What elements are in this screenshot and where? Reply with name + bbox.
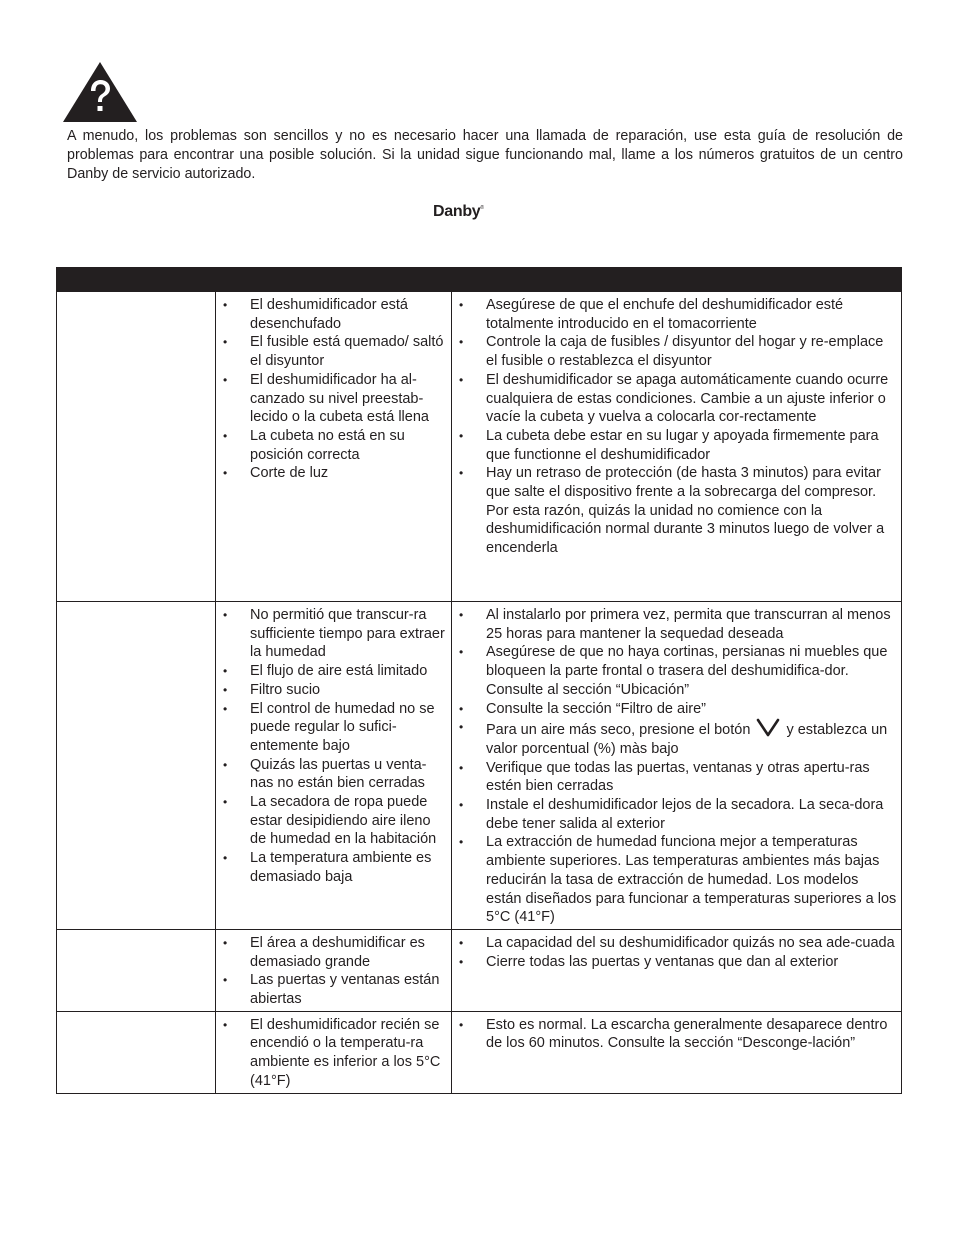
solutions-cell (452, 1011, 902, 1093)
solutions-cell (452, 929, 902, 1011)
solution-item: • Hay un retraso de protección (de hasta 3 minutos) para evitar que salte el dispositivo frente a la sobrecarga del compresor. Por esta razón, quizás la unidad no comience con la deshumidificación normal durante 3 minutos luego de volver a encenderla (452, 464, 901, 558)
causes-cell (216, 292, 452, 602)
solutions-cell (452, 602, 902, 930)
table-row (57, 1011, 902, 1093)
solution-item: • Esto es normal. La escarcha generalmente desaparece dentro de los 60 minutos. Consulte la sección “Desconge-lación” (452, 1016, 901, 1053)
cause-item: • La secadora de ropa puede estar desipidiendo aire ileno de humedad en la habitación (216, 793, 451, 849)
header-cell-cause (216, 268, 452, 292)
cause-item: • Quizás las puertas u venta-nas no están bien cerradas (216, 756, 451, 793)
header-cell-solution (452, 268, 902, 292)
cause-item: • Corte de luz (216, 464, 451, 483)
cause-item: • El flujo de aire está limitado (216, 662, 451, 681)
cause-item: • Las puertas y ventanas están abiertas (216, 971, 451, 1008)
causes-cell (216, 929, 452, 1011)
troubleshooting-table (56, 267, 901, 1094)
solution-item: • Consulte la sección “Filtro de aire” (452, 700, 901, 719)
solution-item: • La extracción de humedad funciona mejor a temperaturas ambiente superiores. Las temperaturas ambientes más bajas reducirán la tasa de extracción de humedad. Los modelos están diseñados para funcionar a temperaturas superiores a los 5°C (41°F) (452, 833, 901, 927)
cause-item: • El fusible está quemado/ saltó el disyuntor (216, 333, 451, 370)
question-triangle-icon (62, 61, 138, 123)
table-row (57, 602, 902, 930)
problem-cell (57, 1011, 216, 1093)
solution-item: • Asegúrese de que el enchufe del deshumidificador esté totalmente introducido en el tomacorriente (452, 296, 901, 333)
solution-item: • El deshumidificador se apaga automáticamente cuando ocurre cualquiera de estas condiciones. Cambie a un ajuste inferior o vacíe la cubeta y vuelva a colocarla cor-rectamente (452, 371, 901, 427)
causes-cell (216, 602, 452, 930)
solution-item-button (452, 718, 901, 758)
problem-cell (57, 602, 216, 930)
solution-item: • Al instalarlo por primera vez, permita que transcurran al menos 25 horas para mantener la sequedad deseada (452, 606, 901, 643)
table-row (57, 292, 902, 602)
danby-logo (433, 203, 484, 221)
cause-item: • La cubeta no está en su posición correcta (216, 427, 451, 464)
cause-item: • El área a deshumidificar es demasiado grande (216, 934, 451, 971)
solution-item: • Instale el deshumidificador lejos de la secadora. La seca-dora debe tener salida al exterior (452, 796, 901, 833)
solution-item: • La capacidad del su deshumidificador quizás no sea ade-cuada (452, 934, 901, 953)
table-header-row (57, 268, 902, 292)
cause-item: • El deshumidificador está desenchufado (216, 296, 451, 333)
problem-cell (57, 292, 216, 602)
header-cell-problem (57, 268, 216, 292)
chevron-down-icon (756, 718, 780, 738)
cause-item: • El control de humedad no se puede regular lo sufici-entemente bajo (216, 700, 451, 756)
cause-item: • El deshumidificador ha al-canzado su nivel preestab-lecido o la cubeta está llena (216, 371, 451, 427)
problem-cell (57, 929, 216, 1011)
solution-item: • Controle la caja de fusibles / disyuntor del hogar y re-emplace el fusible o restablezca el disyuntor (452, 333, 901, 370)
intro-paragraph: A menudo, los problemas son sencillos y no es necesario hacer una llamada de reparación, use esta guía de resolución de problemas para encontrar una posible solución. Si la unidad sigue funcionando mal, llame a los números gratuitos de un centro Danby de servicio autorizado. (67, 128, 903, 182)
table-row (57, 929, 902, 1011)
button-solution-before: Para un aire más seco, presione el botón (486, 722, 751, 739)
solution-item: • Asegúrese de que no haya cortinas, persianas ni muebles que bloqueen la parte frontal o trasera del deshumidifica-dor. Consulte al sección “Ubicación” (452, 643, 901, 699)
solution-item: • Verifique que todas las puertas, ventanas y otras apertu-ras estén bien cerradas (452, 759, 901, 796)
brand-mark: ® (480, 205, 484, 211)
cause-item: • El deshumidificador recién se encendió o la temperatu-ra ambiente es inferior a los 5°C (41°F) (216, 1016, 451, 1091)
cause-item: • Filtro sucio (216, 681, 451, 700)
causes-cell (216, 1011, 452, 1093)
brand-name: Danby (433, 203, 481, 220)
solution-item: • La cubeta debe estar en su lugar y apoyada firmemente para que functionne el deshumidificador (452, 427, 901, 464)
button-solution-after: y establezca un valor porcentual (%) màs bajo (486, 722, 888, 757)
solutions-cell (452, 292, 902, 602)
cause-item: • No permitió que transcur-ra sufficiente tiempo para extraer la humedad (216, 606, 451, 662)
solution-item: • Cierre todas las puertas y ventanas que dan al exterior (452, 953, 901, 972)
cause-item: • La temperatura ambiente es demasiado baja (216, 849, 451, 886)
